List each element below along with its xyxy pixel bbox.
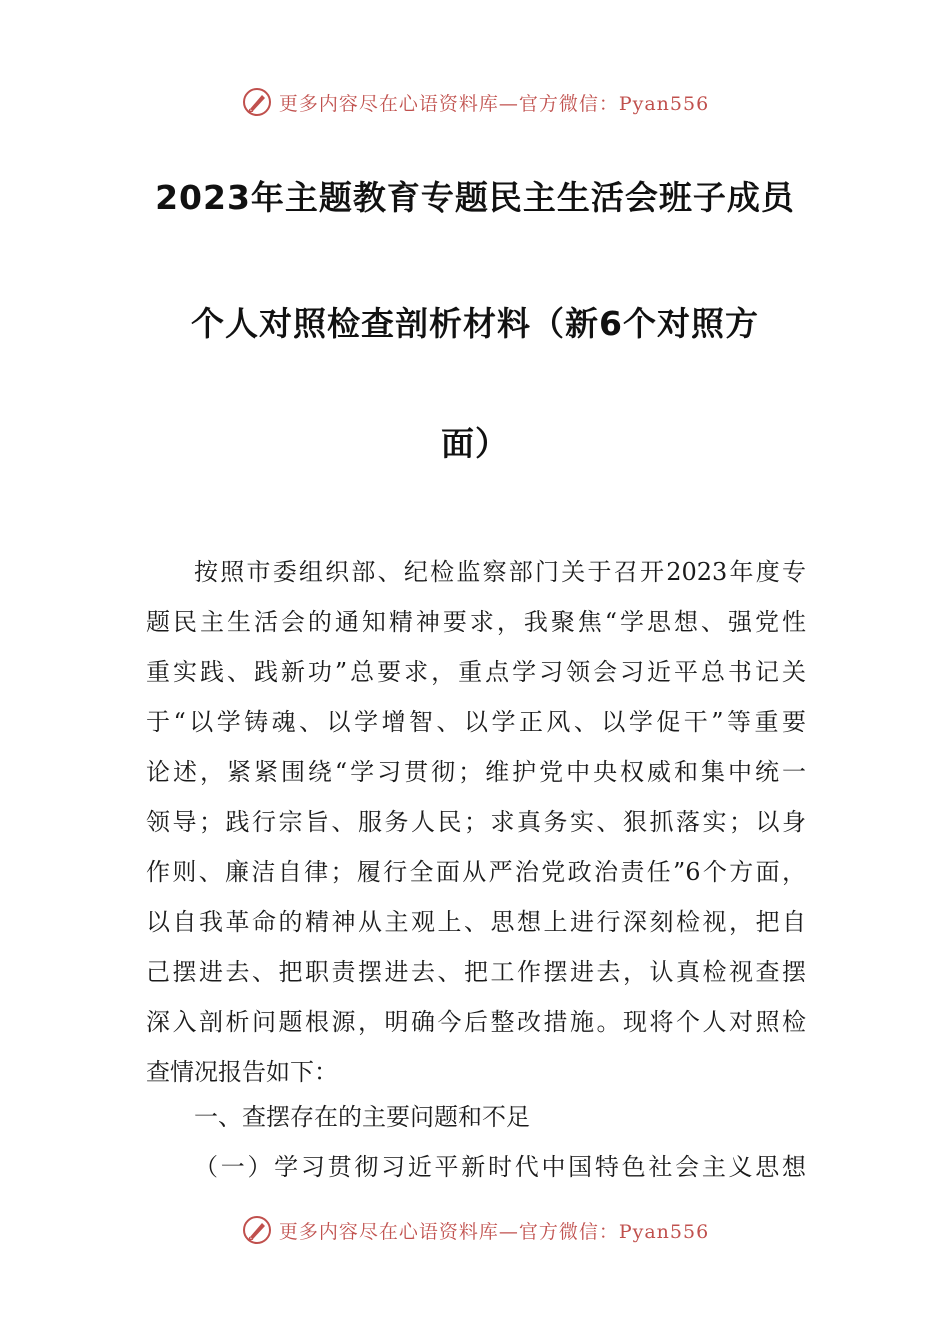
watermark-text: 更多内容尽在心语资料库—官方微信：Pyan556	[278, 1220, 710, 1243]
pen-circle-icon	[241, 86, 273, 118]
paragraph-line: 题民主生活会的通知精神要求，我聚焦“学思想、强党性	[146, 608, 806, 636]
section-subheading: （一）学习贯彻习近平新时代中国特色社会主义思想	[194, 1153, 806, 1181]
watermark-banner-bottom	[0, 1210, 950, 1250]
document-title-line-3: 面）	[441, 424, 509, 463]
paragraph-line: 于“以学铸魂、以学增智、以学正风、以学促干”等重要	[146, 708, 806, 736]
watermark-text: 更多内容尽在心语资料库—官方微信：Pyan556	[278, 92, 710, 115]
paragraph-line: 重实践、践新功”总要求，重点学习领会习近平总书记关	[146, 658, 806, 686]
section-heading: 一、查摆存在的主要问题和不足	[194, 1103, 530, 1131]
paragraph-line: 查情况报告如下：	[146, 1058, 338, 1086]
pen-circle-icon	[241, 1214, 273, 1246]
paragraph-line: 领导；践行宗旨、服务人民；求真务实、狠抓落实；以身	[146, 808, 806, 836]
paragraph-line: 深入剖析问题根源，明确今后整改措施。现将个人对照检	[146, 1008, 806, 1036]
paragraph-line: 己摆进去、把职责摆进去、把工作摆进去，认真检视查摆	[146, 958, 806, 986]
paragraph-line: 作则、廉洁自律；履行全面从严治党政治责任”6个方面，	[146, 858, 806, 886]
document-title-line-2: 个人对照检查剖析材料（新6个对照方	[191, 304, 759, 343]
paragraph-line: 以自我革命的精神从主观上、思想上进行深刻检视，把自	[146, 908, 806, 936]
paragraph-line: 论述，紧紧围绕“学习贯彻；维护党中央权威和集中统一	[146, 758, 806, 786]
document-title-line-1: 2023年主题教育专题民主生活会班子成员	[155, 178, 795, 217]
paragraph-line: 按照市委组织部、纪检监察部门关于召开2023年度专	[194, 558, 806, 586]
intro-paragraph	[146, 547, 806, 1097]
watermark-banner-top	[0, 82, 950, 122]
